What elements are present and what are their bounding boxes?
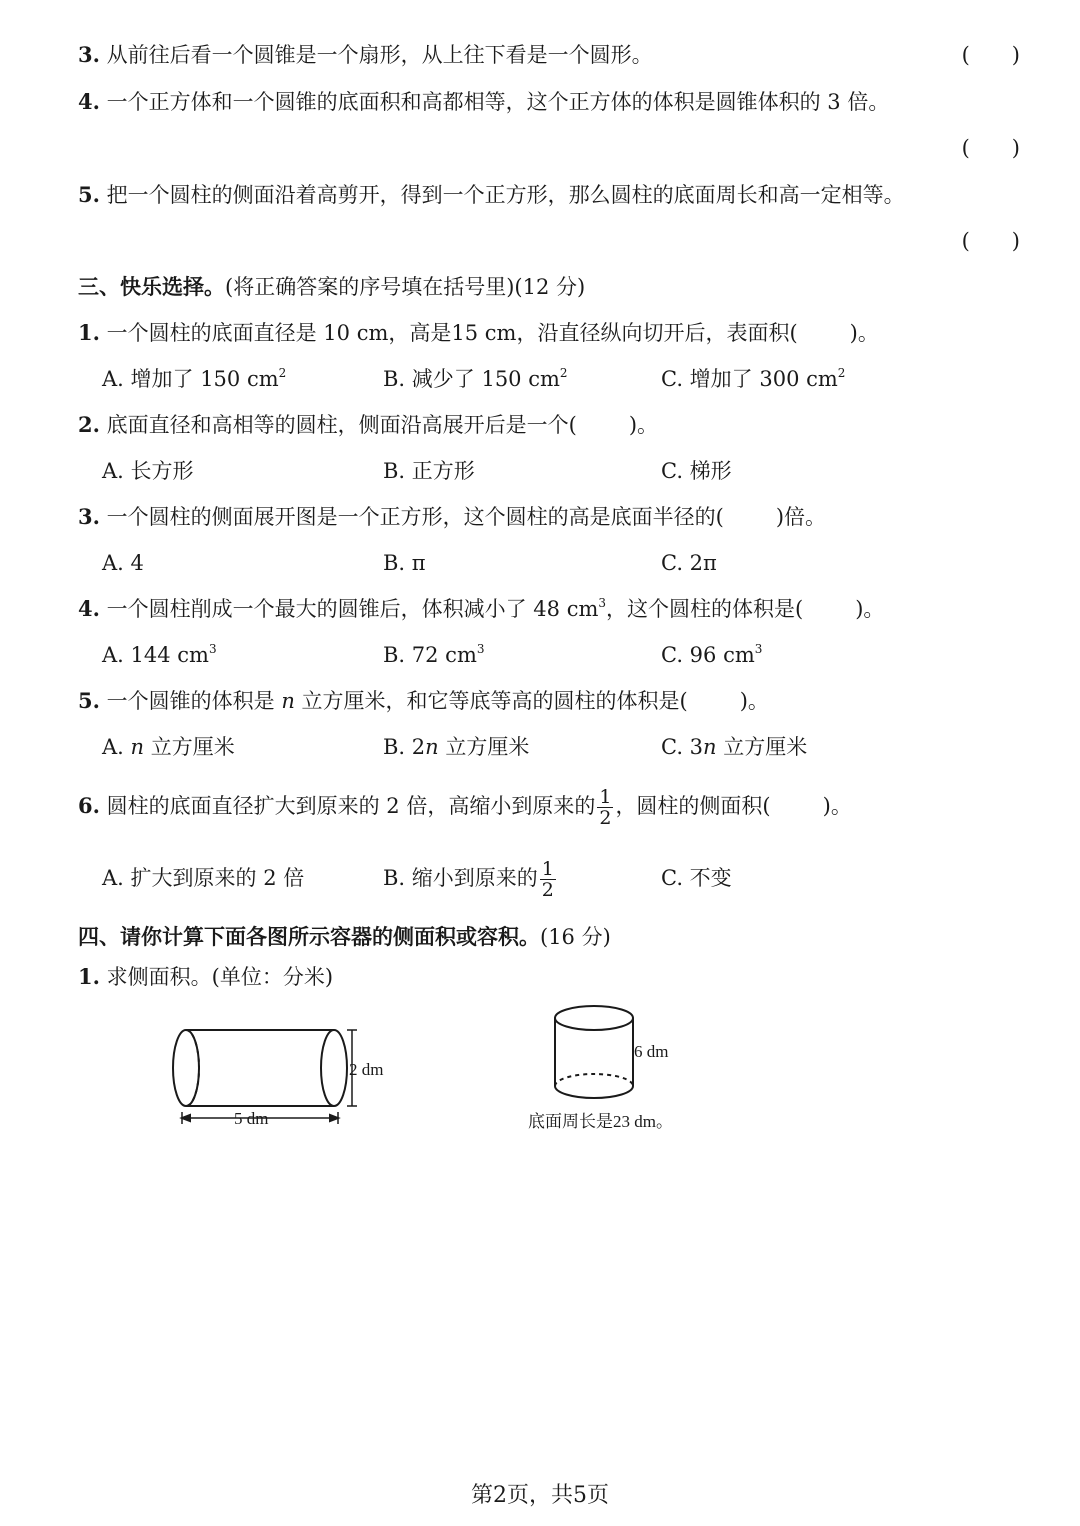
base-circumference-caption: 底面周长是23 dm。 — [528, 1112, 673, 1131]
question-text: 一个圆柱的底面直径是 10 cm，高是15 cm，沿直径纵向切开后，表面积( — [106, 321, 798, 345]
bottom-visible-edge — [555, 1086, 633, 1098]
question-text-mid: 立方厘米，和它等底等高的圆柱的体积是( — [294, 689, 688, 713]
section-note: (将正确答案的序号填在括号里)(12 分) — [225, 275, 586, 299]
bottom-hidden-edge — [555, 1074, 633, 1086]
question-number: 3. — [78, 42, 100, 67]
height-label: 2 dm — [349, 1060, 384, 1079]
choice-question-3 — [78, 502, 1020, 532]
choice-1-option-c[interactable]: C. 增加了 300 $cm^2$ — [661, 366, 846, 391]
question-text-end: )。 — [822, 794, 852, 818]
question-number: 3. — [78, 504, 100, 529]
choice-3-option-b[interactable]: B. π — [383, 551, 426, 575]
choice-4-option-c[interactable]: C. 96 $cm^3$ — [661, 642, 763, 667]
question-number: 5. — [78, 182, 100, 207]
question-number: 4. — [78, 89, 100, 114]
question-text-mid: ，这个圆柱的体积是( — [606, 597, 804, 621]
choice-1-option-b[interactable]: B. 减少了 150 $cm^2$ — [383, 366, 568, 391]
choice-2-option-b[interactable]: B. 正方形 — [383, 459, 475, 483]
choice-3-option-a[interactable]: A. 4 — [102, 551, 144, 575]
section-note: (16 分) — [540, 925, 611, 949]
question-text: 求侧面积。(单位：分米) — [106, 965, 334, 989]
question-number: 4. — [78, 596, 100, 621]
question-number: 1. — [78, 964, 100, 989]
section-3-heading — [78, 272, 585, 302]
choice-6-option-b[interactable]: B. 缩小到原来的 $\frac{1}{2}$ — [383, 858, 554, 901]
question-text-end: )。 — [628, 413, 659, 437]
choice-2-option-a[interactable]: A. 长方形 — [102, 459, 194, 483]
choice-6-option-c[interactable]: C. 不变 — [661, 866, 732, 890]
question-text-end: )倍。 — [775, 505, 827, 529]
question-text: 把一个圆柱的侧面沿着高剪开，得到一个正方形，那么圆柱的底面周长和高一定相等。 — [106, 183, 905, 207]
left-end-ellipse — [173, 1030, 199, 1106]
question-text-end: )。 — [739, 689, 769, 713]
choice-5-option-c[interactable]: C. 3n 立方厘米 — [661, 735, 808, 759]
question-text: 一个圆柱的侧面展开图是一个正方形，这个圆柱的高是底面半径的( — [106, 505, 724, 529]
question-text: 一个圆锥的体积是 — [106, 689, 282, 713]
superscript: 3 — [598, 596, 607, 610]
judge-question-5 — [78, 180, 1020, 210]
section-title: 三、快乐选择。 — [78, 274, 225, 299]
judge-question-3 — [78, 40, 1020, 70]
section-4-heading — [78, 922, 611, 952]
choice-3-option-c[interactable]: C. 2π — [661, 551, 717, 575]
question-number: 2. — [78, 412, 100, 437]
choice-question-4 — [78, 594, 1020, 624]
question-number: 1. — [78, 320, 100, 345]
upright-cylinder-figure — [548, 1000, 644, 1110]
length-label: 5 dm — [234, 1109, 269, 1128]
choice-5-option-b[interactable]: B. 2n 立方厘米 — [383, 735, 530, 759]
question-number: 6. — [78, 793, 100, 818]
choice-4-option-a[interactable]: A. 144 $cm^3$ — [102, 642, 217, 667]
fraction-one-half: $\frac{1}{2}$ — [599, 786, 612, 829]
question-text: 从前往后看一个圆锥是一个扇形，从上往下看是一个圆形。 — [106, 43, 653, 67]
page-number: 第2页，共5页 — [471, 1483, 609, 1508]
choice-question-2 — [78, 410, 1020, 440]
question-text-end: )。 — [855, 597, 885, 621]
section-title: 四、请你计算下面各图所示容器的侧面积或容积。 — [78, 924, 540, 949]
fraction-one-half: $\frac{1}{2}$ — [541, 858, 554, 901]
choice-4-option-b[interactable]: B. 72 $cm^3$ — [383, 642, 485, 667]
choice-5-option-a[interactable]: A. n 立方厘米 — [102, 735, 235, 759]
question-text: 一个圆柱削成一个最大的圆锥后，体积减小了 48 cm — [106, 597, 599, 621]
left-hidden-edge — [186, 1030, 199, 1106]
answer-parentheses[interactable]: ( ) — [961, 229, 1020, 253]
choice-question-6 — [78, 784, 1020, 828]
question-number: 5. — [78, 688, 100, 713]
height-label: 6 dm — [634, 1042, 669, 1061]
top-ellipse — [555, 1006, 633, 1030]
choice-question-1 — [78, 318, 1020, 348]
variable-n: n — [281, 689, 295, 713]
question-text: 底面直径和高相等的圆柱，侧面沿高展开后是一个( — [106, 413, 577, 437]
choice-6-option-a[interactable]: A. 扩大到原来的 2 倍 — [102, 866, 305, 890]
question-text: 圆柱的底面直径扩大到原来的 2 倍，高缩小到原来的 — [106, 794, 596, 818]
judge-question-4 — [78, 87, 1020, 117]
answer-parentheses[interactable]: ( ) — [961, 136, 1020, 160]
question-text: 一个正方体和一个圆锥的底面积和高都相等，这个正方体的体积是圆锥体积的 3 倍。 — [106, 90, 890, 114]
choice-question-5 — [78, 686, 1020, 716]
question-text-mid: ，圆柱的侧面积( — [615, 794, 771, 818]
right-end-ellipse — [321, 1030, 347, 1106]
answer-parentheses[interactable]: ( ) — [961, 43, 1020, 67]
question-text-end: )。 — [849, 321, 879, 345]
choice-1-option-a[interactable]: A. 增加了 150 $cm^2$ — [102, 366, 287, 391]
choice-2-option-c[interactable]: C. 梯形 — [661, 459, 732, 483]
calc-question-1 — [78, 962, 1020, 992]
